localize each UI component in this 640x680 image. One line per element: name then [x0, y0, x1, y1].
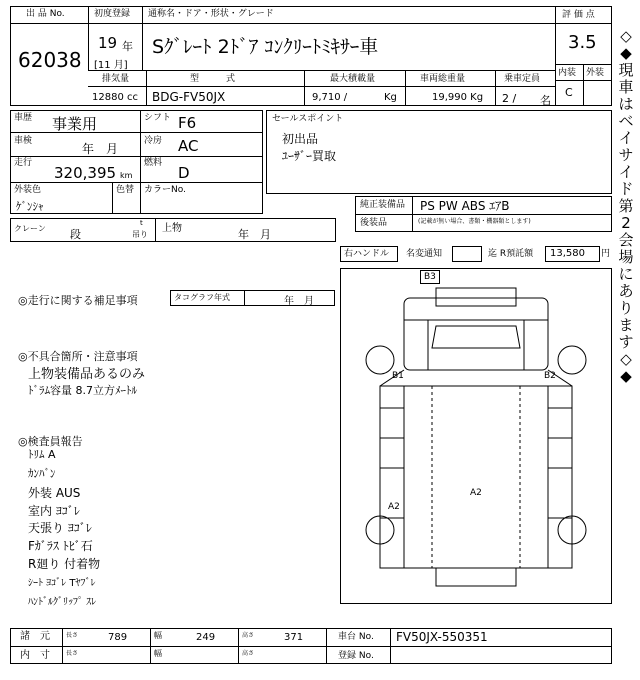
report-item: ｶﾝﾊﾞﾝ [28, 467, 56, 480]
std-equipment: PS PW ABS ｴｱB [420, 199, 510, 213]
lot-number: 62038 [18, 48, 82, 72]
shift: F6 [178, 114, 197, 132]
fuel-label: 燃料 [144, 158, 163, 168]
banner-char: イ [618, 129, 634, 147]
banner-char: ま [618, 316, 634, 334]
fuel: D [178, 164, 190, 182]
lot-label: 出 品 No. [26, 9, 65, 19]
ac-label: 冷房 [144, 136, 163, 146]
modified-label: 名変通知 [406, 249, 443, 259]
report-item: ｼｰﾄ ﾖｺﾞﾚ Tﾔﾌﾞﾚ [28, 578, 96, 589]
damage-a2-center: A2 [470, 488, 482, 498]
tachograph-label: タコグラフ年式 [174, 293, 230, 302]
banner-char: 2 [621, 214, 631, 232]
car-name-label: 通称名・ドア・形状・グレード [148, 9, 274, 19]
banner-char: ド [618, 180, 634, 198]
truck-outline [340, 268, 612, 604]
banner-char: 第 [618, 197, 634, 215]
height-label: 高さ [242, 650, 255, 657]
banner-char: ◇ [620, 27, 632, 45]
reg-year-unit: 年 [122, 40, 133, 53]
capacity: 2 / [502, 92, 517, 105]
loading-date: 年 月 [238, 228, 271, 241]
damage-b1: B1 [392, 371, 404, 381]
max-load: 9,710 / [312, 92, 348, 103]
damage-a2-left: A2 [388, 502, 400, 512]
report-item: Fｶﾞﾗｽ ﾄﾋﾞ石 [28, 539, 93, 553]
exterior-grade: C [565, 86, 573, 99]
mileage-label: 走行 [14, 158, 33, 168]
driving-notes-label: ◎走行に関する補足事項 [18, 294, 138, 307]
mileage-unit: km [120, 171, 133, 180]
banner-char: 会 [618, 231, 634, 249]
crane-stage: 段 [70, 228, 81, 241]
shift-label: シフト [144, 113, 172, 123]
max-load-label: 最大積載量 [330, 74, 376, 84]
recycle-label: 迄 R預託額 [488, 249, 534, 259]
damage-b2: B2 [544, 371, 556, 381]
reg-year: 19 [98, 34, 118, 52]
capacity-unit: 名 [540, 94, 551, 107]
banner-char: イ [618, 163, 634, 181]
color-label: 外装色 [14, 185, 42, 195]
rating-label: 評 価 点 [562, 10, 595, 20]
damage-b3: B3 [424, 272, 436, 282]
defect-1: 上物装備品あるのみ [28, 367, 146, 382]
steering: 右ハンドル [344, 249, 390, 259]
gross-weight: 19,990 Kg [432, 92, 484, 103]
interior-label: 内装 [558, 68, 577, 78]
recycle-unit: 円 [601, 249, 611, 259]
tachograph-value: 年 月 [284, 296, 314, 307]
ac: AC [178, 137, 199, 155]
inspection: 年 月 [82, 142, 119, 156]
aftermarket-label: 後装品 [360, 218, 388, 228]
side-banner [615, 28, 637, 385]
color: ｹﾞﾝｼｬ [16, 200, 44, 213]
reg-label: 登録 No. [338, 651, 374, 661]
banner-char: ベ [618, 112, 634, 130]
capacity-label: 乗車定員 [504, 74, 541, 84]
loading-label: 上物 [162, 223, 182, 234]
first-reg-label: 初度登録 [94, 9, 131, 19]
banner-char: ◆ [620, 44, 632, 62]
banner-char: に [618, 265, 634, 283]
model-label: 型 式 [190, 74, 236, 84]
sales-point-2: ﾕｰｻﾞｰ買取 [282, 149, 337, 163]
frame-label: 車台 No. [338, 632, 374, 642]
width-label: 幅 [154, 631, 162, 640]
sales-points-label: セールスポイント [272, 114, 344, 124]
defect-2: ﾄﾞﾗﾑ容量 8.7立方ﾒｰﾄﾙ [28, 384, 137, 397]
aftermarket-note: (記載が無い場合、書類・機器類とします) [418, 218, 531, 225]
banner-char: 場 [618, 248, 634, 266]
banner-char: ◇ [620, 350, 632, 368]
report-item: 天張り ﾖｺﾞﾚ [28, 521, 92, 535]
report-item: ﾊﾝﾄﾞﾙｸﾞﾘｯﾌﾟ ｽﾚ [28, 597, 97, 608]
exterior-label: 外装 [586, 68, 605, 78]
defects-label: ◎不具合箇所・注意事項 [18, 350, 138, 363]
modified-box [452, 246, 482, 262]
history: 事業用 [52, 115, 98, 133]
report-item: 外装 AUS [28, 486, 81, 500]
report-item: ﾄﾘﾑ A [28, 448, 56, 461]
inspector-label: ◎検査員報告 [18, 435, 83, 448]
gross-weight-label: 車両総重量 [420, 74, 466, 84]
crane-ton: 吊り [132, 230, 148, 239]
inspection-label: 車検 [14, 136, 33, 146]
crane-label: クレーン [14, 224, 46, 233]
rating-value: 3.5 [568, 32, 597, 53]
banner-char: サ [618, 146, 634, 164]
height-label: 高さ [242, 632, 255, 639]
banner-char: あ [618, 282, 634, 300]
height: 371 [284, 632, 304, 643]
banner-char: 現 [618, 61, 634, 79]
history-label: 車歴 [14, 113, 33, 123]
length-label: 長さ [66, 650, 79, 657]
model: BDG-FV50JX [152, 90, 226, 104]
report-item: R廻り 付着物 [28, 557, 101, 571]
sales-point-1: 初出品 [282, 132, 319, 146]
crane-ton-top: t [140, 219, 143, 227]
reg-month: [11 月] [94, 60, 128, 71]
banner-char: り [618, 299, 634, 317]
frame-no: FV50JX-550351 [396, 630, 488, 644]
banner-char: ◆ [620, 367, 632, 385]
displacement: 12880 cc [92, 92, 138, 103]
mileage: 320,395 [54, 164, 117, 182]
width: 249 [196, 632, 216, 643]
banner-char: 車 [618, 78, 634, 96]
dims-label: 諸 元 [20, 631, 50, 642]
report-item: 室内 ﾖｺﾞﾚ [28, 504, 80, 518]
car-name: Sｸﾞﾚｰﾄ 2ﾄﾞｱ ｺﾝｸﾘｰﾄﾐｷｻｰ車 [152, 36, 379, 58]
length-label: 長さ [66, 632, 79, 639]
max-load-unit: Kg [384, 92, 397, 103]
inner-label: 内 寸 [20, 650, 50, 661]
length: 789 [108, 632, 128, 643]
width-label: 幅 [154, 649, 162, 658]
std-equipment-label: 純正装備品 [360, 200, 406, 210]
displacement-label: 排気量 [102, 74, 130, 84]
details-block [10, 110, 263, 214]
color-code-label: 色替 [116, 185, 135, 195]
banner-char: す [618, 333, 634, 351]
color-no-label: カラーNo. [144, 185, 186, 195]
recycle-value: 13,580 [550, 248, 585, 259]
banner-char: は [618, 95, 634, 113]
